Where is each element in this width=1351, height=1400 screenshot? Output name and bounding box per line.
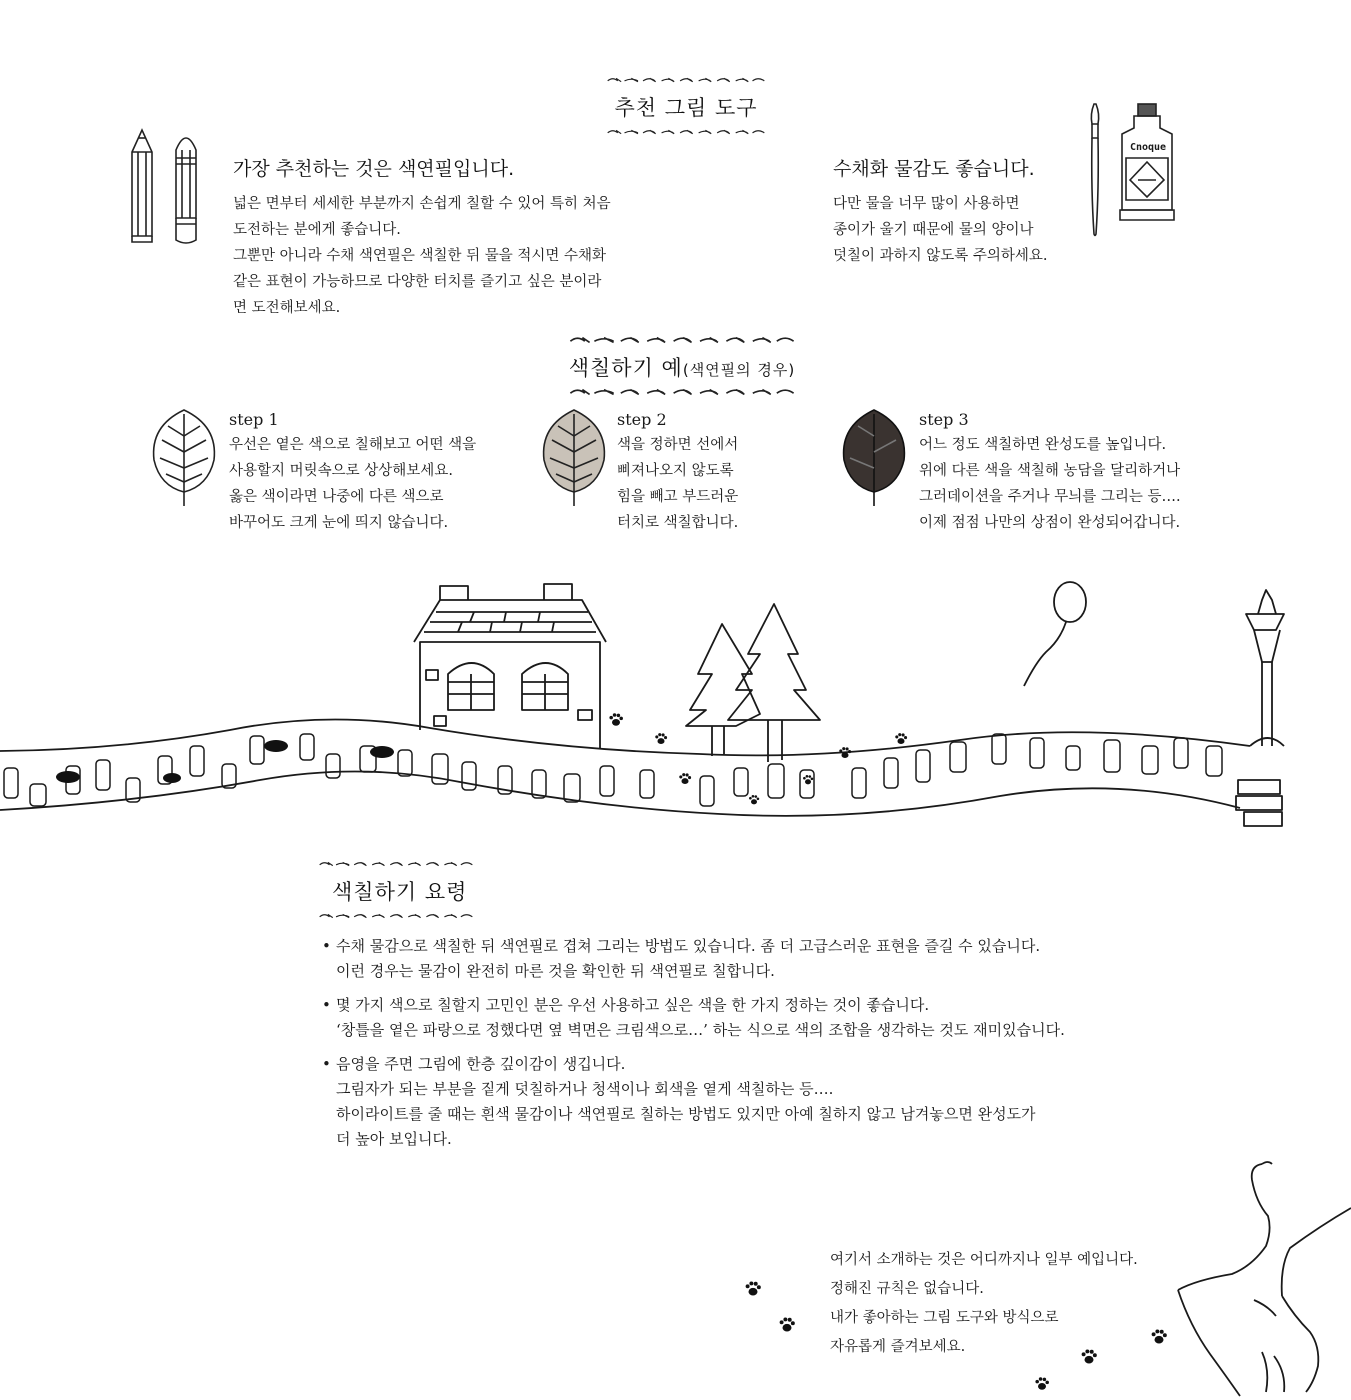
tip-line: 이런 경우는 물감이 완전히 마른 것을 확인한 뒤 색연필로 칠합니다.	[336, 962, 775, 980]
leaf-icon	[148, 406, 220, 510]
step-description	[919, 432, 1181, 536]
ornament-line-bottom	[318, 910, 474, 922]
watercolor-line: 종이가 울기 때문에 물의 양이나	[833, 222, 1034, 238]
tip-line: 더 높아 보입니다.	[336, 1130, 452, 1148]
step-line: 옳은 색이라면 나중에 다른 색으로	[229, 489, 444, 505]
watercolor-section	[833, 154, 1048, 269]
watercolor-line: 다만 물을 너무 많이 사용하면	[833, 196, 1020, 212]
step-line: 삐져나오지 않도록	[617, 463, 734, 479]
cat-illustration	[1170, 1156, 1351, 1400]
tip-item	[322, 934, 1065, 984]
example-heading	[560, 352, 804, 382]
tip-line: 하이라이트를 줄 때는 흰색 물감이나 색연필로 칠하는 방법도 있지만 아예 칠하지 않고 남겨놓으면 완성도가	[336, 1105, 1036, 1123]
paw-print-icon	[1030, 1320, 1170, 1400]
example-heading-note: (색연필의 경우)	[682, 361, 796, 379]
tools-heading-block	[606, 74, 766, 138]
paint-tube-icon	[1112, 102, 1184, 224]
tips-list	[322, 934, 1065, 1161]
pencil-line: 그뿐만 아니라 수채 색연필은 색칠한 뒤 물을 적시면 수채화	[233, 248, 607, 264]
pencil-line: 넓은 면부터 세세한 부분까지 손쉽게 칠할 수 있어 특히 처음	[233, 196, 611, 212]
leaf-icon	[538, 406, 610, 510]
tip-line: • 음영을 주면 그림에 한층 깊이감이 생깁니다.	[336, 1055, 626, 1073]
ornament-line-bottom	[560, 386, 804, 398]
closing-line: 여기서 소개하는 것은 어디까지나 일부 예입니다.	[830, 1252, 1138, 1268]
ornament-line-top	[318, 858, 474, 870]
step-label: step 2	[617, 410, 667, 429]
tip-item	[322, 993, 1065, 1043]
watercolor-lead: 수채화 물감도 좋습니다.	[833, 158, 1035, 180]
step-description	[617, 432, 738, 536]
step-line: 그러데이션을 주거나 무늬를 그리는 등….	[919, 489, 1181, 505]
leaf-icon	[838, 406, 910, 510]
pencil-section	[233, 154, 611, 321]
step-line: 바꾸어도 크게 눈에 띄지 않습니다.	[229, 515, 449, 531]
step-label: step 3	[919, 410, 969, 429]
step-line: 색을 정하면 선에서	[617, 437, 739, 453]
closing-line: 정해진 규칙은 없습니다.	[830, 1281, 984, 1297]
step-label: step 1	[229, 410, 279, 429]
tip-item	[322, 1052, 1065, 1152]
pencil-description	[233, 191, 611, 321]
step-description	[229, 432, 476, 536]
ornament-line-bottom	[606, 126, 766, 138]
street-scene-illustration	[0, 570, 1351, 845]
step-line: 위에 다른 색을 색칠해 농담을 달리하거나	[919, 463, 1181, 479]
ornament-line-top	[560, 334, 804, 346]
step-line: 힘을 빼고 부드러운	[617, 489, 739, 505]
example-heading-block	[560, 334, 804, 398]
step-3	[919, 410, 1181, 536]
pencil-line: 면 도전해보세요.	[233, 300, 341, 316]
step-line: 이제 점점 나만의 상점이 완성되어갑니다.	[919, 515, 1181, 531]
pencil-lead: 가장 추천하는 것은 색연필입니다.	[233, 158, 515, 180]
pencil-line: 도전하는 분에게 좋습니다.	[233, 222, 401, 238]
watercolor-description	[833, 191, 1048, 269]
step-line: 사용할지 머릿속으로 상상해보세요.	[229, 463, 453, 479]
step-2	[617, 410, 738, 536]
example-heading-main: 색칠하기 예	[568, 356, 683, 380]
tips-heading: 색칠하기 요령	[332, 880, 468, 904]
paw-print-icon	[740, 1270, 800, 1370]
pencil-line: 같은 표현이 가능하므로 다양한 터치를 즐기고 싶은 분이라	[233, 274, 602, 290]
colored-pencil-icon	[124, 124, 210, 250]
tips-heading-block	[318, 858, 474, 922]
tools-heading: 추천 그림 도구	[614, 96, 758, 120]
closing-line: 자유롭게 즐겨보세요.	[830, 1339, 966, 1355]
step-line: 터치로 색칠합니다.	[617, 515, 739, 531]
tip-line: ‘창틀을 옅은 파랑으로 정했다면 옆 벽면은 크림색으로…’ 하는 식으로 색의 조합을 생각하는 것도 재미있습니다.	[336, 1021, 1065, 1039]
tip-line: • 수채 물감으로 색칠한 뒤 색연필로 겹쳐 그리는 방법도 있습니다. 좀 더 고급스러운 표현을 즐길 수 있습니다.	[336, 937, 1041, 955]
tip-line: 그림자가 되는 부분을 짙게 덧칠하거나 청색이나 회색을 옅게 색칠하는 등….	[336, 1080, 834, 1098]
tip-line: • 몇 가지 색으로 칠할지 고민인 분은 우선 사용하고 싶은 색을 한 가지 정하는 것이 좋습니다.	[336, 996, 930, 1014]
step-1	[229, 410, 476, 536]
watercolor-line: 덧칠이 과하지 않도록 주의하세요.	[833, 248, 1048, 264]
tube-label: Cnoque	[1129, 142, 1167, 153]
step-line: 우선은 옅은 색으로 칠해보고 어떤 색을	[229, 437, 477, 453]
step-line: 어느 정도 색칠하면 완성도를 높입니다.	[919, 437, 1167, 453]
closing-line: 내가 좋아하는 그림 도구와 방식으로	[830, 1310, 1059, 1326]
ornament-line-top	[606, 74, 766, 86]
